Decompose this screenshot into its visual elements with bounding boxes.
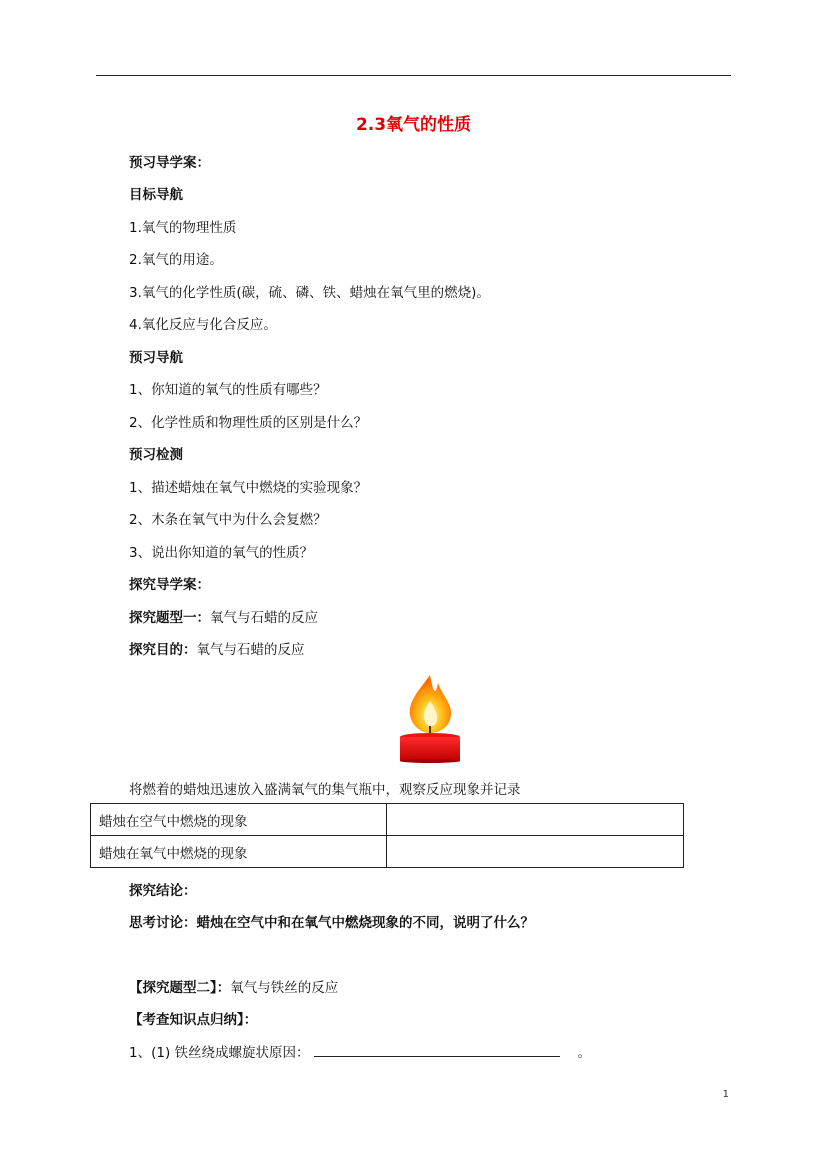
preview-check-item: 1、描述蜡烛在氧气中燃烧的实验现象？ <box>129 480 368 496</box>
page-number: 1 <box>722 1089 729 1100</box>
preview-nav-item: 1、你知道的氧气的性质有哪些？ <box>129 382 327 398</box>
preview-nav-heading: 预习导航 <box>129 350 183 366</box>
preview-nav-item: 2、化学性质和物理性质的区别是什么？ <box>129 415 368 431</box>
explore-purpose-label: 探究目的： <box>129 642 197 658</box>
explore-purpose-text: 氧气与石蜡的反应 <box>196 642 305 658</box>
explore-type1-text: 氧气与石蜡的反应 <box>210 610 318 626</box>
preview-check-heading: 预习检测 <box>129 447 183 463</box>
preview-check-item: 3、说出你知道的氧气的性质？ <box>129 545 314 561</box>
explore-heading: 探究导学案： <box>129 577 210 593</box>
question-1-prefix: 1、(1) 铁丝绕成螺旋状原因： <box>129 1045 310 1061</box>
explore-type1 <box>129 606 318 626</box>
table-cell-label: 蜡烛在氧气中燃烧的现象 <box>91 836 387 868</box>
explore-type1-label: 探究题型一： <box>129 610 210 626</box>
goal-heading: 目标导航 <box>129 187 183 203</box>
goal-item: 1.氧气的物理性质 <box>129 220 237 236</box>
question-1-suffix: 。 <box>577 1045 592 1061</box>
question-1 <box>129 1041 591 1061</box>
answer-blank[interactable] <box>314 1042 560 1057</box>
goal-item: 3.氧气的化学性质(碳，硫、磷、铁、蜡烛在氧气里的燃烧)。 <box>129 285 490 301</box>
conclusion-label: 探究结论： <box>129 883 197 899</box>
goal-item: 2.氧气的用途。 <box>129 252 223 268</box>
explore-purpose <box>129 638 305 658</box>
explore-type2-label: 【探究题型二】： <box>129 980 231 996</box>
table-cell-label: 蜡烛在空气中燃烧的现象 <box>91 804 387 836</box>
page-title: 2.3氧气的性质 <box>355 115 472 135</box>
explore-type2 <box>129 976 338 996</box>
observation-table <box>90 803 684 868</box>
candle-illustration <box>396 671 464 763</box>
goal-item: 4.氧化反应与化合反应。 <box>129 317 277 333</box>
discussion-label: 思考讨论： <box>129 915 197 931</box>
preview-check-item: 2、木条在氧气中为什么会复燃？ <box>129 512 327 528</box>
table-cell-answer[interactable] <box>387 804 684 836</box>
table-row <box>91 804 684 836</box>
instruction-text: 将燃着的蜡烛迅速放入盛满氧气的集气瓶中，观察反应现象并记录 <box>129 782 521 798</box>
explore-type2-text: 氧气与铁丝的反应 <box>230 980 339 996</box>
preview-heading: 预习导学案： <box>129 155 210 171</box>
table-cell-answer[interactable] <box>387 836 684 868</box>
header-rule <box>96 75 731 76</box>
knowledge-heading: 【考查知识点归纳】： <box>129 1012 258 1028</box>
discussion <box>129 911 534 931</box>
discussion-text: 蜡烛在空气中和在氧气中燃烧现象的不同，说明了什么？ <box>196 915 534 931</box>
table-row <box>91 836 684 868</box>
